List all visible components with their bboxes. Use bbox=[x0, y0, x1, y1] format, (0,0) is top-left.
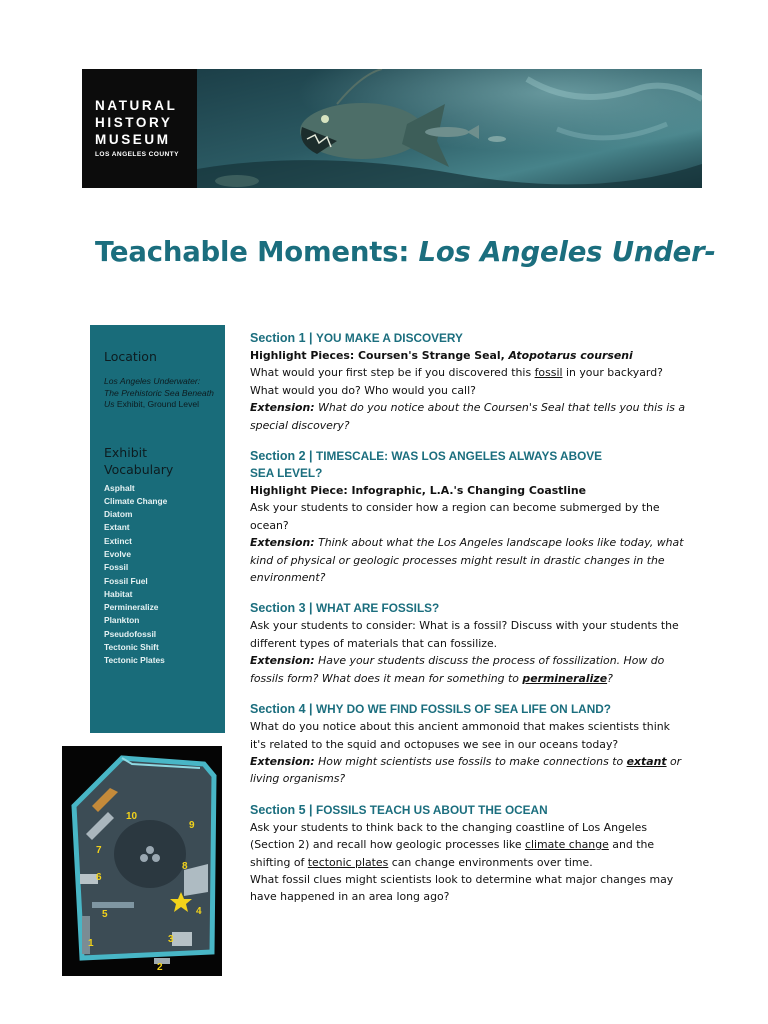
section-5-question-3 bbox=[250, 854, 700, 871]
section-label: Section 2 | bbox=[250, 449, 317, 464]
highlight-text: Highlight Pieces: Coursen's Strange Seal, bbox=[250, 349, 509, 362]
section-title-text: YOU MAKE A DISCOVERY bbox=[316, 331, 463, 345]
section-5-question-2 bbox=[250, 836, 700, 853]
extension-label: Extension: bbox=[250, 401, 315, 415]
extension-text: fossils form? What does it mean for something to bbox=[250, 671, 523, 685]
title-main: Teachable Moments: bbox=[95, 236, 419, 268]
extension-text: Have your students discuss the process of fossilization. How do bbox=[314, 654, 665, 668]
extension-text: How might scientists use fossils to make connections to bbox=[314, 754, 627, 768]
vocabulary-list bbox=[104, 482, 217, 668]
extension-text: What do you notice about the Coursen's Seal that tells you this is a bbox=[314, 401, 686, 415]
section-title-text: WHY DO WE FIND FOSSILS OF SEA LIFE ON LAND? bbox=[316, 702, 611, 717]
map-number: 3 bbox=[168, 934, 174, 945]
section-3-heading bbox=[250, 600, 700, 617]
sidebar-panel bbox=[90, 325, 225, 733]
section-5-question-4: What fossil clues might scientists look to determine what major changes may bbox=[250, 872, 674, 886]
vocab-term: climate change bbox=[524, 838, 609, 852]
vocab-item: Habitat bbox=[104, 588, 133, 599]
extension-label: Extension: bbox=[250, 654, 315, 668]
question-text: (Section 2) and recall how geologic processes like bbox=[250, 838, 525, 852]
section-2-heading bbox=[250, 448, 700, 465]
section-title-text: FOSSILS TEACH US ABOUT THE OCEAN bbox=[316, 802, 548, 817]
vocab-item: Asphalt bbox=[104, 482, 135, 493]
underwater-fish-photo bbox=[197, 69, 702, 188]
section-label: Section 1 | bbox=[250, 331, 317, 345]
highlight-species: Atopotarus courseni bbox=[508, 349, 633, 362]
section-5-question: Ask your students to think back to the changing coastline of Los Angeles bbox=[250, 820, 648, 834]
section-4-heading bbox=[250, 701, 700, 718]
section-1-extension-2: special discovery? bbox=[250, 418, 350, 432]
section-2-heading-2 bbox=[250, 465, 700, 482]
vocab-term: tectonic plates bbox=[307, 855, 389, 869]
vocabulary-heading-line-2: Vocabulary bbox=[104, 461, 174, 477]
map-number: 9 bbox=[189, 820, 195, 831]
section-3-question-2: different types of materials that can fossilize. bbox=[250, 636, 498, 650]
logo-line-1: NATURAL bbox=[95, 98, 178, 113]
section-1-question-2: What would you do? Who would you call? bbox=[250, 383, 476, 397]
question-text: in your backyard? bbox=[562, 366, 663, 380]
section-2-extension bbox=[250, 534, 700, 551]
question-text: shifting of bbox=[250, 855, 308, 869]
section-title-text: WHAT ARE FOSSILS? bbox=[316, 601, 440, 616]
vocab-item: Tectonic Plates bbox=[104, 655, 165, 666]
vocab-item: Climate Change bbox=[104, 495, 168, 506]
section-1-extension bbox=[250, 399, 700, 416]
map-number: 8 bbox=[182, 861, 188, 872]
vocab-item: Fossil bbox=[104, 562, 129, 573]
vocab-item: Extant bbox=[104, 522, 130, 533]
location-exhibit-rest: Exhibit, Ground Level bbox=[114, 399, 200, 409]
vocab-term: permineralize bbox=[522, 671, 608, 685]
section-4-question-2: it's related to the squid and octopuses we see in our oceans today? bbox=[250, 737, 619, 751]
vocab-term: fossil bbox=[534, 366, 563, 380]
vocab-item: Fossil Fuel bbox=[104, 575, 148, 586]
map-number: 7 bbox=[96, 845, 102, 856]
logo-line-2: HISTORY bbox=[95, 115, 173, 130]
question-text: can change environments over time. bbox=[388, 855, 593, 869]
section-4-extension bbox=[250, 753, 700, 770]
section-4 bbox=[250, 701, 700, 788]
vocab-item: Tectonic Shift bbox=[104, 642, 159, 653]
vocab-item: Plankton bbox=[104, 615, 140, 626]
question-text: What would your first step be if you discovered this bbox=[250, 366, 535, 380]
location-text bbox=[104, 376, 217, 411]
section-1-highlight bbox=[250, 347, 700, 364]
section-title-text: TIMESCALE: WAS LOS ANGELES ALWAYS ABOVE bbox=[316, 449, 603, 464]
map-number: 6 bbox=[96, 872, 102, 883]
section-2-extension-2: kind of physical or geologic processes might result in drastic changes in the bbox=[250, 553, 665, 567]
section-3-extension-2 bbox=[250, 670, 700, 687]
section-1-question bbox=[250, 364, 700, 381]
section-5 bbox=[250, 802, 700, 906]
extension-label: Extension: bbox=[250, 754, 315, 768]
map-number: 4 bbox=[196, 906, 202, 917]
extension-label: Extension: bbox=[250, 536, 315, 550]
section-1 bbox=[250, 330, 700, 434]
title-italic: Los Angeles Under- bbox=[418, 236, 716, 268]
extension-text: or bbox=[666, 754, 682, 768]
section-2-extension-3: environment? bbox=[250, 571, 326, 585]
exhibit-floor-map bbox=[62, 746, 222, 976]
vocab-item: Evolve bbox=[104, 548, 132, 559]
section-5-heading bbox=[250, 802, 700, 819]
section-2-question: Ask your students to consider how a region can become submerged by the bbox=[250, 501, 660, 515]
vocabulary-heading-line-1: Exhibit bbox=[104, 444, 147, 460]
map-number: 5 bbox=[102, 909, 108, 920]
section-2-highlight: Highlight Piece: Infographic, L.A.'s Changing Coastline bbox=[250, 484, 586, 498]
section-label: Section 3 | bbox=[250, 601, 317, 616]
location-heading: Location bbox=[104, 349, 157, 364]
location-exhibit-name: Los Angeles Underwater: The Prehistoric Sea Beneath Us bbox=[104, 376, 214, 409]
section-label: Section 4 | bbox=[250, 702, 317, 717]
header-banner bbox=[82, 69, 702, 188]
section-label: Section 5 | bbox=[250, 802, 317, 817]
sections-column bbox=[250, 330, 700, 920]
page-title bbox=[95, 236, 716, 268]
section-1-heading bbox=[250, 330, 700, 347]
section-3-question: Ask your students to consider: What is a fossil? Discuss with your students the bbox=[250, 619, 679, 633]
vocabulary-heading bbox=[104, 444, 217, 478]
vocab-term: extant bbox=[626, 754, 667, 768]
section-title-text: SEA LEVEL? bbox=[250, 466, 323, 481]
map-number: 1 bbox=[88, 938, 94, 949]
section-2 bbox=[250, 448, 700, 586]
question-text: and the bbox=[608, 838, 655, 852]
logo-subtitle: LOS ANGELES COUNTY bbox=[95, 151, 179, 158]
extension-text: Think about what the Los Angeles landscape looks like today, what bbox=[314, 536, 684, 550]
section-3 bbox=[250, 600, 700, 687]
section-3-extension bbox=[250, 652, 700, 669]
vocab-item: Diatom bbox=[104, 509, 133, 520]
vocab-item: Pseudofossil bbox=[104, 628, 157, 639]
museum-logo bbox=[82, 69, 197, 188]
section-2-question-2: ocean? bbox=[250, 518, 289, 532]
vocab-item: Permineralize bbox=[104, 602, 159, 613]
logo-line-3: MUSEUM bbox=[95, 132, 171, 147]
map-number: 2 bbox=[157, 962, 163, 973]
section-4-question: What do you notice about this ancient ammonoid that makes scientists think bbox=[250, 720, 670, 734]
map-number: 10 bbox=[126, 811, 138, 822]
vocab-item: Extinct bbox=[104, 535, 132, 546]
section-4-extension-2: living organisms? bbox=[250, 772, 346, 786]
section-5-question-5: have happened in an area long ago? bbox=[250, 890, 450, 904]
extension-text: ? bbox=[607, 671, 613, 685]
